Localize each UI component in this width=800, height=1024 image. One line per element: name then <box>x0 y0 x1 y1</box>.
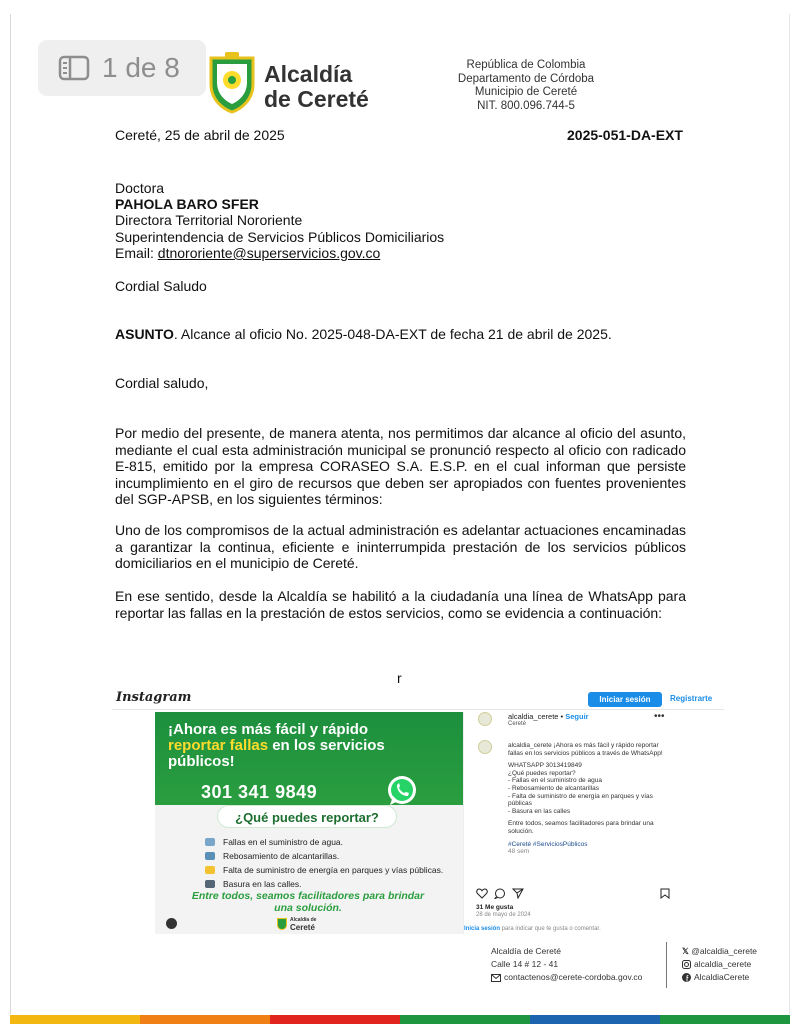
municipal-shield-logo <box>207 52 257 114</box>
poster-headline <box>168 722 385 770</box>
footer-divider <box>666 942 667 988</box>
mail-icon <box>491 974 501 982</box>
like-heart-icon[interactable] <box>476 888 488 899</box>
logo-line-1: Alcaldía <box>264 61 353 87</box>
color-bar-segment <box>530 1015 660 1024</box>
post-image <box>155 712 463 934</box>
footer-color-bar <box>10 1015 790 1024</box>
water-icon <box>205 838 215 846</box>
poster-logo <box>277 916 316 932</box>
caption-line: Entre todos, seamos facilitadores para brindar una solución. <box>508 820 654 835</box>
header-line: Departamento de Córdoba <box>457 72 595 85</box>
poster-question: ¿Qué puedes reportar? <box>217 805 397 828</box>
poster-logo-big: Cereté <box>290 923 315 932</box>
subject-text: . Alcance al oficio No. 2025-048-DA-EXT de fecha 21 de abril de 2025. <box>173 326 612 342</box>
poster-footer: Entre todos, seamos facilitadores para brindar una solución. <box>191 890 425 914</box>
caption-avatar <box>478 740 492 754</box>
recipient-email-link[interactable]: dtnororiente@superservicios.gov.co <box>157 245 381 261</box>
footer-contact <box>491 945 642 984</box>
post-actions <box>476 888 672 900</box>
post-caption <box>508 742 664 856</box>
recipient-email-line <box>115 245 380 262</box>
color-bar-segment <box>400 1015 530 1024</box>
post-date: 28 de mayo de 2024 <box>476 912 531 918</box>
header-line: Municipio de Cereté <box>474 86 578 98</box>
more-options-icon[interactable]: ••• <box>654 711 665 722</box>
poster-report-text: Fallas en el suministro de agua. <box>223 837 344 847</box>
caption-line: WHATSAPP 3013419849 <box>508 762 582 770</box>
poster-report-item <box>205 852 445 861</box>
post-location: Cereté <box>508 721 527 727</box>
footer-social <box>682 945 757 984</box>
header-institution-info <box>428 59 624 113</box>
stray-character: r <box>397 670 402 686</box>
recipient-title: Doctora <box>115 180 165 196</box>
caption-age: 48 sem <box>508 848 530 856</box>
account-header <box>508 712 589 721</box>
instagram-topbar <box>112 688 724 710</box>
likes-count[interactable]: 31 Me gusta <box>476 904 514 911</box>
comment-icon[interactable] <box>494 888 506 899</box>
poster-report-item <box>205 880 445 889</box>
poster-shield-icon <box>277 918 287 930</box>
poster-headline-highlight: reportar fallas <box>168 737 269 754</box>
caption-intro: alcaldia_cerete ¡Ahora es más fácil y rápido reportar fallas en los servicios públicos a través de WhatsApp! <box>508 742 663 757</box>
page-counter-label: 1 de 8 <box>102 52 180 83</box>
share-icon[interactable] <box>512 888 524 899</box>
header-line: NIT. 800.096.744-5 <box>477 99 575 112</box>
color-bar-segment <box>660 1015 790 1024</box>
instagram-icon <box>682 960 691 969</box>
poster-report-text: Falta de suministro de energía en parques y vías públicas. <box>223 865 444 875</box>
account-name[interactable]: alcaldia_cerete <box>508 712 559 721</box>
facebook-icon <box>682 973 691 982</box>
color-bar-segment <box>270 1015 400 1024</box>
recipient-role: Directora Territorial Nororiente <box>115 212 303 228</box>
recipient-name: PAHOLA BARO SFER <box>115 196 259 212</box>
user-tag-icon[interactable] <box>166 918 177 929</box>
place-date: Cereté, 25 de abril de 2025 <box>115 127 285 143</box>
sidebar-toggle-icon[interactable] <box>58 55 90 81</box>
color-bar-segment <box>140 1015 270 1024</box>
email-label: Email: <box>115 245 158 261</box>
greeting-2: Cordial saludo, <box>115 375 209 391</box>
header-line: República de Colombia <box>466 59 586 71</box>
caption-line: - Rebosamiento de alcantarillas <box>508 784 600 792</box>
greeting-1: Cordial Saludo <box>115 278 207 294</box>
footer-instagram[interactable]: alcaldia_cerete <box>694 959 752 969</box>
instagram-logo: Instagram <box>116 690 192 705</box>
recipient-org: Superintendencia de Servicios Públicos Domiciliarios <box>115 229 445 245</box>
account-avatar[interactable] <box>478 712 492 726</box>
caption-line: - Basura en las calles <box>508 807 571 815</box>
post-side-panel <box>463 712 679 934</box>
bookmark-icon[interactable] <box>660 888 670 899</box>
poster-headline-line2: en los servicios <box>268 737 385 754</box>
login-note <box>464 926 601 932</box>
poster-report-item <box>205 838 445 847</box>
sewer-icon <box>205 852 215 860</box>
register-link[interactable]: Registrarte <box>670 694 713 703</box>
poster-logo-small: Alcaldía de <box>290 917 317 923</box>
logo-line-2: de Cereté <box>264 86 369 112</box>
poster-headline-line1: ¡Ahora es más fácil y rápido <box>168 721 369 738</box>
color-bar-segment <box>10 1015 140 1024</box>
poster-headline-line3: públicos! <box>168 753 235 770</box>
subject-label: ASUNTO <box>115 326 174 342</box>
whatsapp-icon <box>385 774 419 808</box>
poster-report-list <box>205 838 445 894</box>
page-counter[interactable] <box>38 40 206 96</box>
poster-phone: 301 341 9849 <box>201 782 318 802</box>
reference-number: 2025-051-DA-EXT <box>567 127 683 143</box>
footer-org: Alcaldía de Cereté <box>491 946 561 956</box>
poster-report-text: Rebosamiento de alcantarillas. <box>223 851 340 861</box>
poster-report-text: Basura en las calles. <box>223 879 302 889</box>
login-note-text: para indicar que te gusta o comentar. <box>500 926 601 932</box>
trash-icon <box>205 880 215 888</box>
paragraph-3: En ese sentido, desde la Alcaldía se habilitó a la ciudadanía una línea de WhatsApp para reportar las fallas en la prestación de estos servicios, como se evidencia a continuación: <box>115 588 686 621</box>
footer-facebook[interactable]: AlcaldiaCerete <box>694 972 750 982</box>
footer-email[interactable]: contactenos@cerete-cordoba.gov.co <box>504 972 643 982</box>
lightbulb-icon <box>205 866 215 874</box>
poster-report-item <box>205 866 445 875</box>
caption-line: ¿Qué puedes reportar? <box>508 769 576 777</box>
follow-button[interactable]: Seguir <box>565 712 589 721</box>
paragraph-1: Por medio del presente, de manera atenta, nos permitimos dar alcance al oficio del asunto, mediante el cual esta administración municipal se pronunció respecto al oficio con radicado E-815, emitido por la empresa CORASEO S.A. E.S.P. en el cual informan que persiste incumplimiento en el giro de recursos que deben ser apropiados con fuentes provenientes del SGP-APSB, en los siguientes términos: <box>115 425 686 507</box>
caption-line: - Fallas en el suministro de agua <box>508 777 602 785</box>
footer-twitter[interactable]: @alcaldia_cerete <box>691 946 758 956</box>
separator-dot: • <box>558 712 566 721</box>
footer-address: Calle 14 # 12 - 41 <box>491 959 559 969</box>
caption-line: - Falta de suministro de energía en parques y vías públicas <box>508 792 653 808</box>
login-button[interactable]: Iniciar sesión <box>588 692 662 707</box>
subject-line <box>115 326 612 343</box>
caption-hashtags[interactable]: #Cereté #ServiciosPúblicos <box>508 840 588 848</box>
x-icon: 𝕏 <box>682 946 689 956</box>
logo-text <box>264 62 369 112</box>
instagram-screenshot <box>112 688 724 934</box>
paragraph-2: Uno de los compromisos de la actual administración es adelantar actuaciones encaminadas a garantizar la continua, eficiente e ininterrumpida prestación de los servicios públicos domiciliarios en el municipio de Cereté. <box>115 522 686 571</box>
login-note-link[interactable]: Inicia sesión <box>464 926 501 932</box>
